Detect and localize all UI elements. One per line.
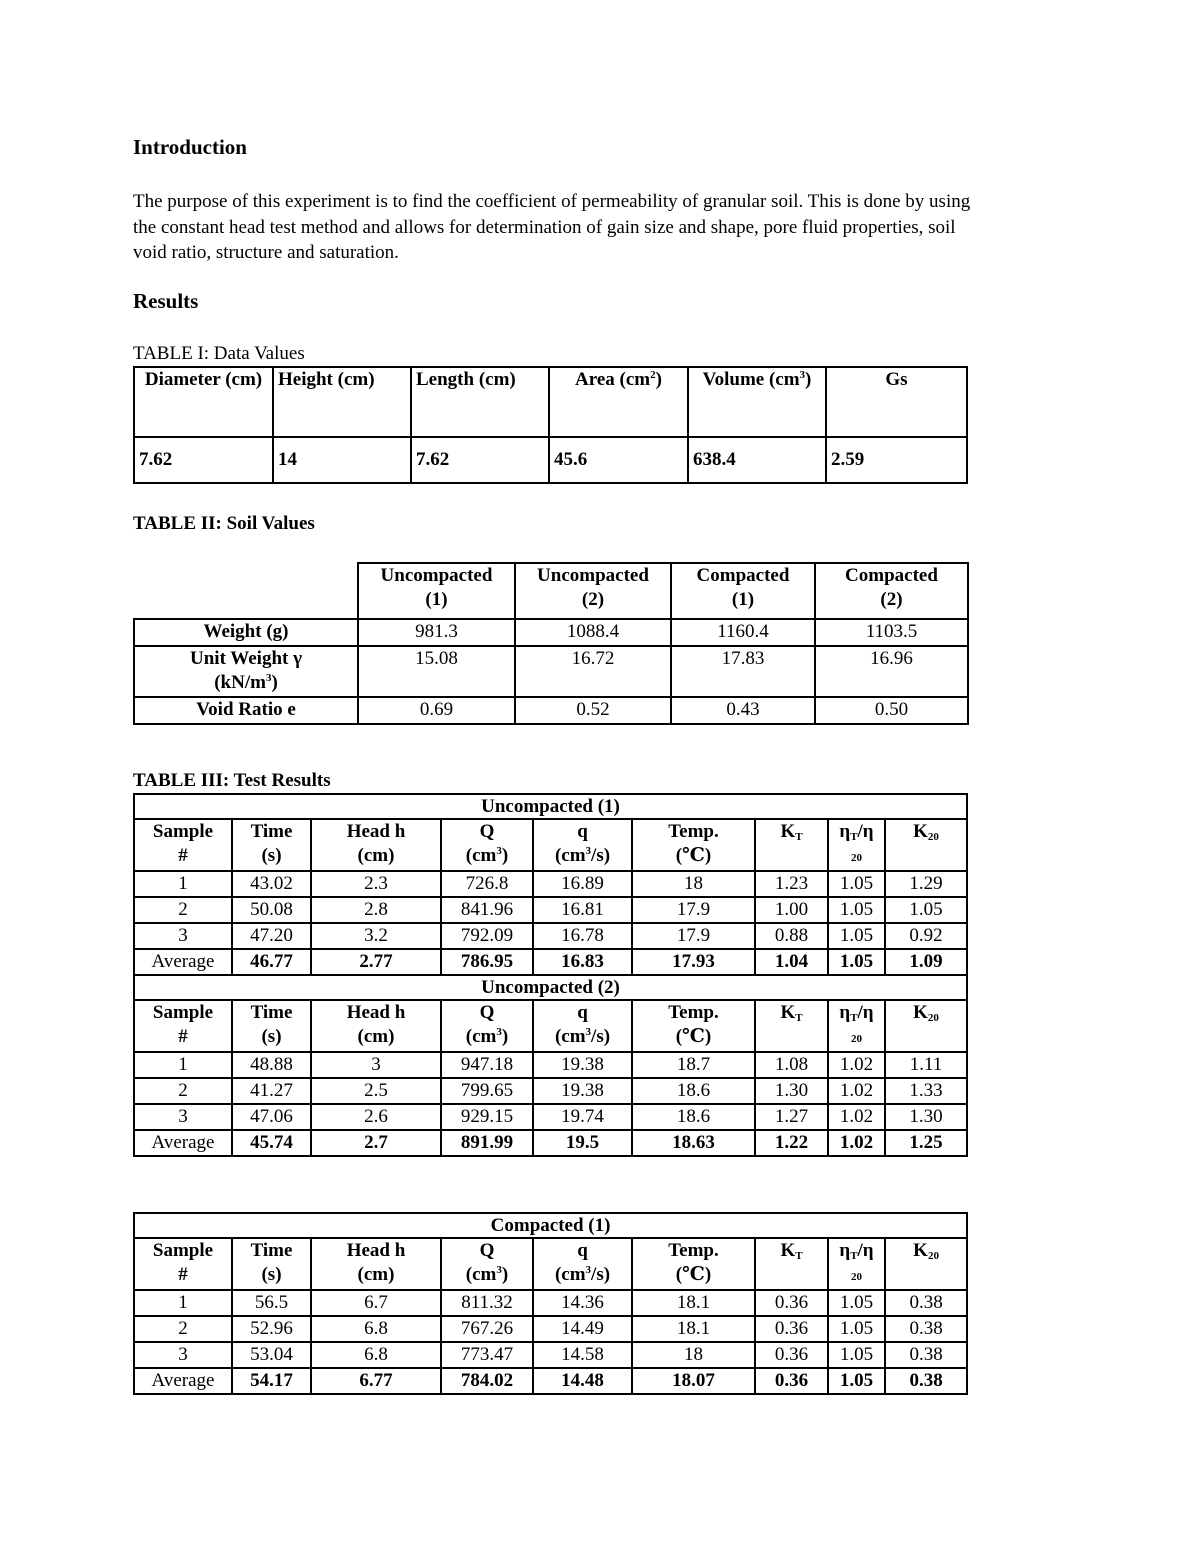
table1-header-row — [134, 367, 967, 437]
table3-cell: 929.15 — [441, 1104, 533, 1130]
table3-cell: 947.18 — [441, 1052, 533, 1078]
table3-header-text: Temp. — [668, 1240, 719, 1261]
table1-header-text: ) — [805, 369, 812, 390]
table1-caption: TABLE I: Data Values — [133, 343, 305, 364]
table3-cell: 3 — [134, 1342, 232, 1368]
table3-cell: 6.7 — [311, 1290, 441, 1316]
table3-cell: 0.36 — [755, 1290, 828, 1316]
table3-header-text: 20 — [927, 1012, 939, 1024]
table3-header-cell — [533, 1000, 632, 1052]
table3-header-cell — [533, 819, 632, 871]
table3-header-text: Sample — [152, 1002, 214, 1023]
table3-cell: 52.96 — [232, 1316, 311, 1342]
table3-cell: 0.36 — [755, 1316, 828, 1342]
table3-cell: 41.27 — [232, 1078, 311, 1104]
table3-cell: 18.6 — [632, 1104, 755, 1130]
table2-row-label-text: (kN/m — [214, 672, 266, 693]
table2-header-text: (1) — [731, 589, 755, 610]
table3-cell: 18 — [632, 871, 755, 897]
table3-average-cell: 1.02 — [828, 1130, 885, 1156]
table3-section-row — [134, 794, 967, 819]
table3-header-text: (℃) — [675, 845, 712, 866]
table3-header-text: η — [839, 821, 851, 842]
table2-cell: 0.69 — [358, 697, 515, 724]
table3-header-text: T — [850, 1012, 858, 1024]
table3-header-text: K — [913, 1002, 928, 1023]
table3-cell: 16.78 — [533, 923, 632, 949]
table3-cell: 1.05 — [828, 897, 885, 923]
table3-header-text: (cm — [465, 1264, 497, 1285]
table3-header-text: (s) — [261, 1026, 282, 1047]
table3-cell: 56.5 — [232, 1290, 311, 1316]
table2-cell: 1103.5 — [815, 619, 968, 646]
table3-header-text: ) — [501, 1264, 509, 1285]
table3-cell: 1.30 — [885, 1104, 967, 1130]
table2-cell: 16.72 — [515, 646, 671, 697]
table2-header-cell — [671, 563, 815, 619]
table3-header-text: (s) — [261, 1264, 282, 1285]
table3-cell: 1.02 — [828, 1078, 885, 1104]
table3-header-text: Q — [479, 821, 495, 842]
table3-cell: 1 — [134, 871, 232, 897]
table3-average-label: Average — [134, 949, 232, 975]
table3-header-text: Head h — [346, 821, 406, 842]
table3-header-cell — [755, 819, 828, 871]
table3-header-text: (s) — [261, 845, 282, 866]
table1-header-cell: Height (cm) — [273, 367, 411, 437]
table3-header-text: (cm) — [357, 1026, 395, 1047]
table3-cell: 43.02 — [232, 871, 311, 897]
table3-header-text: T — [795, 831, 803, 843]
table3-average-cell: 2.7 — [311, 1130, 441, 1156]
table2-header-text: Uncompacted — [537, 565, 649, 586]
table3-header-text: 20 — [851, 1271, 862, 1283]
table3-header-cell — [441, 1000, 533, 1052]
table3-cell: 1.29 — [885, 871, 967, 897]
table2-header-cell — [515, 563, 671, 619]
table3-header-text: T — [795, 1012, 803, 1024]
table3-header-row — [134, 1238, 967, 1290]
table3-header-text: /η — [857, 821, 874, 842]
table3-header-cell — [632, 819, 755, 871]
table-row — [134, 1078, 967, 1104]
table3-cell: 1.05 — [828, 1342, 885, 1368]
table3-cell: 0.92 — [885, 923, 967, 949]
table3-header-cell — [632, 1000, 755, 1052]
table3-header-row — [134, 1000, 967, 1052]
table1-value-cell: 7.62 — [134, 437, 273, 483]
table3-header-cell — [441, 1238, 533, 1290]
table2-row-label: Weight (g) — [134, 619, 358, 646]
table3-header-text: Time — [250, 821, 293, 842]
table3-header-cell — [828, 819, 885, 871]
table3-average-cell: 6.77 — [311, 1368, 441, 1394]
table3-cell: 1 — [134, 1052, 232, 1078]
table3-header-cell — [533, 1238, 632, 1290]
table-row — [134, 923, 967, 949]
table2-row — [134, 697, 968, 724]
table3-header-text: q — [577, 821, 588, 842]
table3-header-text: (℃) — [675, 1026, 712, 1047]
table3-header-text: 3 — [496, 845, 502, 857]
table3-cell: 1.33 — [885, 1078, 967, 1104]
table3-cell: 18 — [632, 1342, 755, 1368]
table3-cell: 1.02 — [828, 1104, 885, 1130]
table3-cell: 1.05 — [885, 897, 967, 923]
table3-cell: 3.2 — [311, 923, 441, 949]
table3-header-cell — [311, 1238, 441, 1290]
table3-header-text: (℃) — [675, 1264, 712, 1285]
table3-cell: 47.06 — [232, 1104, 311, 1130]
table-row — [134, 1052, 967, 1078]
table1-value-cell: 2.59 — [826, 437, 967, 483]
table1-header-cell — [688, 367, 826, 437]
table3-cell: 16.89 — [533, 871, 632, 897]
table3-average-row — [134, 949, 967, 975]
table3-cell: 2.8 — [311, 897, 441, 923]
table3-average-cell: 54.17 — [232, 1368, 311, 1394]
table3-header-text: (cm — [554, 1264, 586, 1285]
table3-average-cell: 17.93 — [632, 949, 755, 975]
table3-header-text: (cm — [465, 845, 497, 866]
table3-header-cell — [311, 819, 441, 871]
table3-header-text: Sample — [152, 821, 214, 842]
table3-header-text: ) — [501, 1026, 509, 1047]
table3-header-text: η — [839, 1002, 851, 1023]
table3-average-label: Average — [134, 1368, 232, 1394]
table-row — [134, 897, 967, 923]
table3-cell: 1 — [134, 1290, 232, 1316]
table3-average-cell: 1.25 — [885, 1130, 967, 1156]
table3-cell: 1.08 — [755, 1052, 828, 1078]
table3-header-text: Head h — [346, 1240, 406, 1261]
table3-average-cell: 1.04 — [755, 949, 828, 975]
table3-section-title: Compacted (1) — [134, 1213, 967, 1238]
table3-header-text: 20 — [927, 831, 939, 843]
table3-header-text: Time — [250, 1240, 293, 1261]
table3-header-text: Temp. — [668, 821, 719, 842]
table3-average-row — [134, 1130, 967, 1156]
table3-cell: 773.47 — [441, 1342, 533, 1368]
table3-header-cell — [134, 819, 232, 871]
table3-cell: 19.38 — [533, 1052, 632, 1078]
table1-header-cell: Gs — [826, 367, 967, 437]
table3-cell: 18.6 — [632, 1078, 755, 1104]
table2-cell: 0.50 — [815, 697, 968, 724]
table3-header-cell — [441, 819, 533, 871]
table3-cell: 792.09 — [441, 923, 533, 949]
table3-header-cell — [885, 1000, 967, 1052]
table-soil-values — [133, 562, 969, 725]
table1-header-text: ) — [655, 369, 662, 390]
table1-header-cell: Diameter (cm) — [134, 367, 273, 437]
table3-header-text: K — [913, 821, 928, 842]
table2-cell: 1160.4 — [671, 619, 815, 646]
table-test-results-compacted — [133, 1212, 968, 1395]
table3-header-cell — [755, 1238, 828, 1290]
table3-cell: 19.38 — [533, 1078, 632, 1104]
table3-section-row — [134, 975, 967, 1000]
table3-header-text: η — [839, 1240, 851, 1261]
table3-header-text: # — [178, 1026, 188, 1047]
table3-header-text: 20 — [851, 852, 862, 864]
table1-header-sup: 3 — [799, 369, 806, 381]
table3-average-cell: 1.05 — [828, 1368, 885, 1394]
table-row — [134, 1104, 967, 1130]
table3-cell: 50.08 — [232, 897, 311, 923]
table3-cell: 2 — [134, 1316, 232, 1342]
table3-cell: 18.7 — [632, 1052, 755, 1078]
table2-row-label: Void Ratio e — [134, 697, 358, 724]
table3-cell: 53.04 — [232, 1342, 311, 1368]
table2-row-label-text: Unit Weight γ — [190, 648, 302, 669]
table1-value-cell: 45.6 — [549, 437, 688, 483]
table3-section-title: Uncompacted (1) — [134, 794, 967, 819]
table3-header-text: 3 — [585, 1026, 592, 1038]
table3-header-text: (cm — [465, 1026, 497, 1047]
table2-header-text: (1) — [425, 589, 448, 610]
table3-average-cell: 1.09 — [885, 949, 967, 975]
table3-cell: 3 — [134, 1104, 232, 1130]
table2-cell: 1088.4 — [515, 619, 671, 646]
table3-caption: TABLE III: Test Results — [133, 770, 331, 791]
table3-cell: 0.88 — [755, 923, 828, 949]
table3-average-cell: 18.63 — [632, 1130, 755, 1156]
table3-average-cell: 0.38 — [885, 1368, 967, 1394]
table3-header-text: Temp. — [668, 1002, 719, 1023]
table3-cell: 2.6 — [311, 1104, 441, 1130]
table2-row-label-sup: 3 — [265, 672, 272, 684]
table2-cell: 0.52 — [515, 697, 671, 724]
table3-cell: 0.36 — [755, 1342, 828, 1368]
table3-cell: 726.8 — [441, 871, 533, 897]
table3-header-cell — [311, 1000, 441, 1052]
table3-cell: 14.58 — [533, 1342, 632, 1368]
table3-cell: 3 — [311, 1052, 441, 1078]
table2-corner-cell — [134, 563, 358, 619]
table3-header-text: K — [780, 821, 796, 842]
table3-header-cell — [134, 1238, 232, 1290]
table3-header-text: (cm) — [357, 1264, 395, 1285]
table3-average-cell: 891.99 — [441, 1130, 533, 1156]
table3-header-text: q — [577, 1002, 588, 1023]
table2-cell: 15.08 — [358, 646, 515, 697]
table3-header-text: 3 — [496, 1264, 502, 1276]
table3-average-cell: 0.36 — [755, 1368, 828, 1394]
table3-header-text: 20 — [927, 1250, 939, 1262]
table2-header-text: (2) — [581, 589, 605, 610]
table3-average-cell: 18.07 — [632, 1368, 755, 1394]
table3-header-text: ) — [501, 845, 509, 866]
table3-cell: 1.02 — [828, 1052, 885, 1078]
table2-header-cell — [358, 563, 515, 619]
table3-cell: 0.38 — [885, 1342, 967, 1368]
table2-cell: 981.3 — [358, 619, 515, 646]
table3-cell: 2 — [134, 1078, 232, 1104]
table3-cell: 2.5 — [311, 1078, 441, 1104]
table3-header-text: (cm — [554, 1026, 586, 1047]
table3-header-text: Sample — [152, 1240, 214, 1261]
table3-average-cell: 46.77 — [232, 949, 311, 975]
table2-caption: TABLE II: Soil Values — [133, 513, 315, 534]
table3-header-text: (cm) — [357, 845, 395, 866]
table3-header-text: /s) — [591, 1026, 611, 1047]
table1-header-text: Volume (cm — [702, 369, 800, 390]
table3-cell: 6.8 — [311, 1342, 441, 1368]
table-row — [134, 871, 967, 897]
table-test-results-uncompacted — [133, 793, 968, 1157]
table3-header-text: T — [795, 1250, 803, 1262]
table3-header-text: Q — [479, 1002, 495, 1023]
table3-header-text: T — [850, 831, 858, 843]
table3-header-text: K — [913, 1240, 928, 1261]
table3-cell: 47.20 — [232, 923, 311, 949]
table1-value-row — [134, 437, 967, 483]
table3-header-text: T — [850, 1250, 858, 1262]
table3-average-cell: 1.05 — [828, 949, 885, 975]
table3-cell: 2.3 — [311, 871, 441, 897]
table3-average-cell: 16.83 — [533, 949, 632, 975]
table3-header-text: Q — [479, 1240, 495, 1261]
table2-row — [134, 619, 968, 646]
table3-header-text: Time — [250, 1002, 293, 1023]
table3-header-text: /s) — [591, 1264, 611, 1285]
table3-cell: 841.96 — [441, 897, 533, 923]
table3-cell: 1.00 — [755, 897, 828, 923]
table1-header-cell: Length (cm) — [411, 367, 549, 437]
table1-value-cell: 7.62 — [411, 437, 549, 483]
table1-value-cell: 14 — [273, 437, 411, 483]
table3-cell: 2 — [134, 897, 232, 923]
table2-cell: 16.96 — [815, 646, 968, 697]
table3-cell: 767.26 — [441, 1316, 533, 1342]
table3-average-cell: 1.22 — [755, 1130, 828, 1156]
table2-row-label — [134, 646, 358, 697]
table3-cell: 1.05 — [828, 871, 885, 897]
table3-cell: 48.88 — [232, 1052, 311, 1078]
table3-average-cell: 786.95 — [441, 949, 533, 975]
table3-average-cell: 784.02 — [441, 1368, 533, 1394]
table3-cell: 3 — [134, 923, 232, 949]
table2-header-text: Compacted — [696, 565, 790, 586]
table2-row-label-text: ) — [271, 672, 278, 693]
table2-header-text: Compacted — [845, 565, 938, 586]
table2-row — [134, 646, 968, 697]
table3-cell: 1.05 — [828, 923, 885, 949]
table3-header-text: Head h — [346, 1002, 406, 1023]
table3-average-cell: 2.77 — [311, 949, 441, 975]
table3-header-cell — [232, 819, 311, 871]
table3-header-text: # — [178, 1264, 188, 1285]
table3-average-cell: 14.48 — [533, 1368, 632, 1394]
table3-cell: 16.81 — [533, 897, 632, 923]
table1-header-sup: 2 — [650, 369, 656, 381]
table3-header-cell — [632, 1238, 755, 1290]
table3-section-title: Uncompacted (2) — [134, 975, 967, 1000]
table-row — [134, 1342, 967, 1368]
table3-cell: 799.65 — [441, 1078, 533, 1104]
table3-cell: 0.38 — [885, 1290, 967, 1316]
table3-average-row — [134, 1368, 967, 1394]
table3-header-cell — [828, 1238, 885, 1290]
table3-section-row — [134, 1213, 967, 1238]
table3-cell: 17.9 — [632, 897, 755, 923]
table3-header-cell — [232, 1000, 311, 1052]
table3-cell: 1.05 — [828, 1316, 885, 1342]
table3-cell: 6.8 — [311, 1316, 441, 1342]
table1-header-cell — [549, 367, 688, 437]
table2-header-row — [134, 563, 968, 619]
table3-header-cell — [755, 1000, 828, 1052]
table3-average-cell: 19.5 — [533, 1130, 632, 1156]
table3-header-text: 3 — [496, 1026, 502, 1038]
table3-header-text: (cm — [554, 845, 586, 866]
table1-value-cell: 638.4 — [688, 437, 826, 483]
table3-cell: 1.05 — [828, 1290, 885, 1316]
table3-header-cell — [134, 1000, 232, 1052]
table3-cell: 1.23 — [755, 871, 828, 897]
table3-cell: 1.27 — [755, 1104, 828, 1130]
table3-header-text: 3 — [585, 1264, 592, 1276]
table-data-values — [133, 366, 968, 484]
table3-cell: 18.1 — [632, 1290, 755, 1316]
table2-header-text: (2) — [880, 589, 903, 610]
table2-header-cell — [815, 563, 968, 619]
table3-cell: 14.36 — [533, 1290, 632, 1316]
table3-header-cell — [885, 1238, 967, 1290]
table3-header-cell — [828, 1000, 885, 1052]
table3-cell: 811.32 — [441, 1290, 533, 1316]
table3-average-label: Average — [134, 1130, 232, 1156]
table3-cell: 1.11 — [885, 1052, 967, 1078]
table3-cell: 1.30 — [755, 1078, 828, 1104]
table3-cell: 17.9 — [632, 923, 755, 949]
table3-cell: 14.49 — [533, 1316, 632, 1342]
table2-header-text: Uncompacted — [380, 565, 493, 586]
table3-header-cell — [885, 819, 967, 871]
table3-average-cell: 45.74 — [232, 1130, 311, 1156]
table3-cell: 18.1 — [632, 1316, 755, 1342]
results-heading: Results — [133, 289, 199, 313]
table3-cell: 0.38 — [885, 1316, 967, 1342]
table3-header-text: K — [780, 1240, 796, 1261]
table2-cell: 0.43 — [671, 697, 815, 724]
table3-header-text: 3 — [585, 845, 592, 857]
table3-header-text: /η — [857, 1240, 874, 1261]
table1-header-text: Area (cm — [575, 369, 651, 390]
table3-header-row — [134, 819, 967, 871]
table3-cell: 19.74 — [533, 1104, 632, 1130]
table3-header-text: /s) — [591, 845, 611, 866]
table2-cell: 17.83 — [671, 646, 815, 697]
table3-header-text: /η — [857, 1002, 874, 1023]
table3-header-text: # — [178, 845, 188, 866]
table-row — [134, 1290, 967, 1316]
table-row — [134, 1316, 967, 1342]
table3-header-text: 20 — [851, 1033, 862, 1045]
intro-paragraph: The purpose of this experiment is to find the coefficient of permeability of granular soil. This is done by using the constant head test method and allows for determination of gain size and shape, pore fluid properties, soil void ratio, structure and saturation. — [133, 191, 971, 263]
table3-header-text: q — [577, 1240, 588, 1261]
table3-header-text: K — [780, 1002, 796, 1023]
table3-header-cell — [232, 1238, 311, 1290]
intro-heading: Introduction — [133, 135, 247, 159]
